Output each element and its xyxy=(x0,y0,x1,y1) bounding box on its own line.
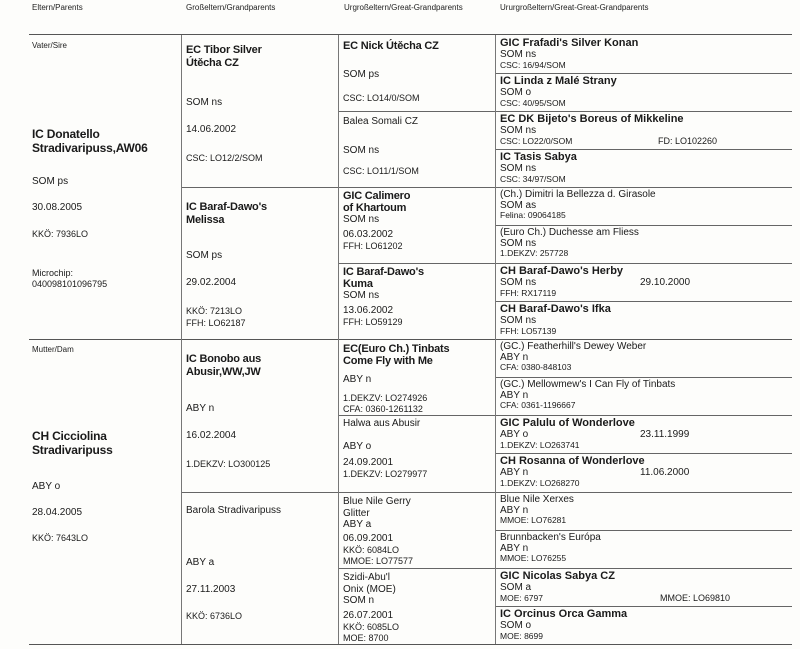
rule-gggp-7 xyxy=(496,301,792,302)
gggp-name: GIC Nicolas Sabya CZ xyxy=(500,570,615,582)
gggp-registration: MMOE: LO76281 xyxy=(500,515,567,526)
header-great-great-grandparents: Ururgroßeltern/Great-Great-Grandparents xyxy=(500,3,649,12)
sire-registration: KKÖ: 7936LO xyxy=(32,229,89,239)
dam-breed: ABY o xyxy=(32,481,61,492)
rule-grandparents-sire xyxy=(182,187,338,188)
ggp-4-dob: 13.06.2002 xyxy=(343,305,394,316)
grandparent-sd-breed: SOM ps xyxy=(186,250,223,261)
rule-gggp-13 xyxy=(496,530,792,531)
gggp-name: Blue Nile Xerxes xyxy=(500,494,574,505)
grandparent-ds-name-line1: IC Bonobo aus xyxy=(186,353,262,365)
rule-gggp-11 xyxy=(496,453,792,454)
gggp-name: (Ch.) Dimitri la Bellezza d. Girasole xyxy=(500,189,656,200)
ggp-6-dob: 24.09.2001 xyxy=(343,457,394,468)
rule-gggp-14 xyxy=(496,568,792,569)
grandparent-sd-name-line2: Melissa xyxy=(186,214,225,226)
grandparent-ds-registration: 1.DEKZV: LO300125 xyxy=(186,459,271,469)
grandparent-ss-dob: 14.06.2002 xyxy=(186,124,237,135)
ggp-6-registration: 1.DEKZV: LO279977 xyxy=(343,469,428,479)
ggp-1-name: EC Nick Útěcha CZ xyxy=(343,40,439,52)
header-great-grandparents: Urgroßeltern/Great-Grandparents xyxy=(344,3,463,12)
gggp-extra-info: 23.11.1999 xyxy=(640,429,690,440)
gggp-entry xyxy=(500,341,646,373)
gggp-registration: CFA: 0361-1196667 xyxy=(500,400,576,411)
gggp-name: IC Tasis Sabya xyxy=(500,151,577,163)
gggp-name: CH Baraf-Dawo's Ifka xyxy=(500,303,611,315)
gggp-registration: 1.DEKZV: LO268270 xyxy=(500,477,580,488)
rule-gggp-4 xyxy=(496,187,792,188)
grandparent-sd-registration-2: FFH: LO62187 xyxy=(186,318,246,328)
gggp-breed: SOM o xyxy=(500,87,532,99)
ggp-3-breed: SOM ns xyxy=(343,214,380,225)
rule-ggp-6 xyxy=(339,492,495,493)
header-grandparents: Großeltern/Grandparents xyxy=(186,3,276,12)
ggp-8-name-line2: Onix (MOE) xyxy=(343,584,396,595)
rule-bottom xyxy=(29,644,792,645)
sire-dob: 30.08.2005 xyxy=(32,202,83,213)
ggp-3-name-line1: GIC Calimero xyxy=(343,190,411,202)
gggp-name: GIC Frafadi's Silver Konan xyxy=(500,37,639,49)
rule-ggp-7 xyxy=(339,568,495,569)
sire-breed: SOM ps xyxy=(32,176,69,187)
gggp-extra-info: FD: LO102260 xyxy=(658,136,718,146)
gggp-entry xyxy=(500,532,601,564)
column-divider-1 xyxy=(181,35,182,644)
gggp-entry xyxy=(500,570,615,603)
rule-gggp-15 xyxy=(496,606,792,607)
gggp-breed: SOM ns xyxy=(500,315,537,327)
grandparent-ss-name-line2: Útěcha CZ xyxy=(186,57,239,69)
rule-gggp-9 xyxy=(496,377,792,378)
rule-ggp-2 xyxy=(339,187,495,188)
ggp-8-registration-2: MOE: 8700 xyxy=(343,633,389,643)
gggp-registration: FFH: RX17119 xyxy=(500,287,557,298)
ggp-7-name-line2: Glitter xyxy=(343,508,370,519)
gggp-breed: SOM ns xyxy=(500,238,537,250)
rule-gggp-2 xyxy=(496,111,792,112)
gggp-entry xyxy=(500,75,617,108)
sire-microchip-label: Microchip: xyxy=(32,268,74,278)
gggp-registration: FFH: LO57139 xyxy=(500,325,557,336)
gggp-registration: CSC: 40/95/SOM xyxy=(500,97,566,108)
dam-name-line2: Stradivaripuss xyxy=(32,443,113,457)
ggp-8-dob: 26.07.2001 xyxy=(343,610,394,621)
grandparent-sd-name-line1: IC Baraf-Dawo's xyxy=(186,201,267,213)
ggp-4-breed: SOM ns xyxy=(343,290,380,301)
header-parents: Eltern/Parents xyxy=(32,3,83,12)
gggp-breed: ABY n xyxy=(500,352,529,364)
ggp-4-name-line2: Kuma xyxy=(343,278,373,290)
ggp-6-breed: ABY o xyxy=(343,441,372,452)
gggp-entry xyxy=(500,151,577,184)
rule-ggp-1 xyxy=(339,111,495,112)
grandparent-ds-breed: ABY n xyxy=(186,403,215,414)
rule-top xyxy=(29,34,792,35)
gggp-registration: CFA: 0380-848103 xyxy=(500,362,572,373)
gggp-breed: SOM ns xyxy=(500,125,537,137)
ggp-3-dob: 06.03.2002 xyxy=(343,229,394,240)
gggp-breed: SOM ns xyxy=(500,277,537,289)
gggp-registration: MOE: 6797 xyxy=(500,592,543,603)
gggp-entry xyxy=(500,303,611,336)
ggp-5-breed: ABY n xyxy=(343,374,372,385)
grandparent-ds-dob: 16.02.2004 xyxy=(186,430,237,441)
gggp-name: GIC Palulu of Wonderlove xyxy=(500,417,635,429)
gggp-entry xyxy=(500,379,675,411)
grandparent-ss-name-line1: EC Tibor Silver xyxy=(186,44,262,56)
ggp-2-breed: SOM ns xyxy=(343,145,380,156)
gggp-registration: 1.DEKZV: 257728 xyxy=(500,248,569,259)
ggp-7-dob: 06.09.2001 xyxy=(343,533,394,544)
ggp-7-registration-1: KKÖ: 6084LO xyxy=(343,545,400,555)
grandparent-dd-registration: KKÖ: 6736LO xyxy=(186,611,243,621)
ggp-1-breed: SOM ps xyxy=(343,69,380,80)
sire-microchip: 040098101096795 xyxy=(32,279,108,289)
rule-gggp-5 xyxy=(496,225,792,226)
gggp-registration: CSC: 16/94/SOM xyxy=(500,59,566,70)
rule-middle xyxy=(29,339,792,340)
gggp-name: (GC.) Mellowmew's I Can Fly of Tinbats xyxy=(500,379,676,390)
gggp-entry xyxy=(500,265,623,298)
gggp-entry xyxy=(500,37,638,70)
gggp-entry xyxy=(500,227,639,259)
rule-ggp-5 xyxy=(339,415,495,416)
dam-registration: KKÖ: 7643LO xyxy=(32,533,89,543)
dam-label: Mutter/Dam xyxy=(32,345,74,354)
gggp-entry xyxy=(500,113,684,146)
ggp-2-name: Balea Somali CZ xyxy=(343,116,419,127)
ggp-3-name-line2: of Khartoum xyxy=(343,202,407,214)
grandparent-sd-dob: 29.02.2004 xyxy=(186,277,237,288)
rule-gggp-6 xyxy=(496,263,792,264)
gggp-entry xyxy=(500,189,656,221)
gggp-name: CH Rosanna of Wonderlove xyxy=(500,455,645,467)
sire-name-line2: Stradivaripuss,AW06 xyxy=(32,141,148,155)
ggp-5-name-line2: Come Fly with Me xyxy=(343,355,433,367)
grandparent-dd-dob: 27.11.2003 xyxy=(186,584,236,595)
gggp-extra-info: MMOE: LO69810 xyxy=(660,593,731,603)
gggp-breed: SOM a xyxy=(500,582,532,594)
gggp-registration: CSC: 34/97/SOM xyxy=(500,173,566,184)
gggp-registration: Felina: 09064185 xyxy=(500,210,566,221)
dam-dob: 28.04.2005 xyxy=(32,507,83,518)
rule-ggp-3 xyxy=(339,263,495,264)
gggp-breed: ABY n xyxy=(500,543,529,555)
column-divider-2 xyxy=(338,35,339,644)
gggp-breed: SOM ns xyxy=(500,163,537,175)
rule-gggp-3 xyxy=(496,149,792,150)
ggp-2-registration: CSC: LO11/1/SOM xyxy=(343,166,419,176)
rule-gggp-12 xyxy=(496,492,792,493)
ggp-4-registration: FFH: LO59129 xyxy=(343,317,403,327)
ggp-5-registration-1: 1.DEKZV: LO274926 xyxy=(343,393,428,403)
gggp-name: IC Linda z Malé Strany xyxy=(500,75,617,87)
gggp-registration: CSC: LO22/0/SOM xyxy=(500,135,573,146)
column-divider-3 xyxy=(495,35,496,644)
ggp-8-breed: SOM n xyxy=(343,595,375,606)
gggp-entry xyxy=(500,608,627,641)
ggp-7-breed: ABY a xyxy=(343,519,372,530)
rule-gggp-1 xyxy=(496,73,792,74)
gggp-breed: ABY n xyxy=(500,390,529,402)
gggp-breed: ABY n xyxy=(500,467,529,479)
grandparent-ds-name-line2: Abusir,WW,JW xyxy=(186,366,261,378)
gggp-registration: 1.DEKZV: LO263741 xyxy=(500,439,580,450)
ggp-7-name-line1: Blue Nile Gerry xyxy=(343,496,411,507)
gggp-breed: SOM ns xyxy=(500,49,537,61)
gggp-extra-info: 11.06.2000 xyxy=(640,467,690,478)
gggp-breed: ABY n xyxy=(500,505,529,517)
gggp-name: (Euro Ch.) Duchesse am Fliess xyxy=(500,227,639,238)
gggp-breed: ABY o xyxy=(500,429,529,441)
gggp-registration: MOE: 8699 xyxy=(500,630,543,641)
grandparent-sd-registration-1: KKÖ: 7213LO xyxy=(186,306,243,316)
sire-label: Vater/Sire xyxy=(32,41,67,50)
gggp-breed: SOM as xyxy=(500,200,537,212)
gggp-name: IC Orcinus Orca Gamma xyxy=(500,608,628,620)
sire-name-line1: IC Donatello xyxy=(32,127,100,141)
gggp-name: EC DK Bijeto's Boreus of Mikkeline xyxy=(500,113,684,125)
ggp-6-name: Halwa aus Abusir xyxy=(343,418,421,429)
grandparent-ss-breed: SOM ns xyxy=(186,97,223,108)
gggp-name: (GC.) Featherhill's Dewey Weber xyxy=(500,341,647,352)
ggp-8-registration-1: KKÖ: 6085LO xyxy=(343,622,400,632)
ggp-1-registration: CSC: LO14/0/SOM xyxy=(343,93,420,103)
gggp-registration: MMOE: LO76255 xyxy=(500,553,567,564)
gggp-name: Brunnbacken's Európa xyxy=(500,532,601,543)
grandparent-dd-name: Barola Stradivaripuss xyxy=(186,505,282,516)
rule-grandparents-dam xyxy=(182,492,338,493)
ggp-3-registration: FFH: LO61202 xyxy=(343,241,403,251)
gggp-name: CH Baraf-Dawo's Herby xyxy=(500,265,624,277)
gggp-breed: SOM o xyxy=(500,620,532,632)
ggp-5-registration-2: CFA: 0360-1261132 xyxy=(343,404,423,414)
dam-name-line1: CH Cicciolina xyxy=(32,429,107,443)
gggp-extra-info: 29.10.2000 xyxy=(640,277,691,288)
gggp-entry xyxy=(500,494,574,526)
ggp-8-name-line1: Szidi-Abu'l xyxy=(343,572,390,583)
rule-gggp-10 xyxy=(496,415,792,416)
grandparent-ss-registration: CSC: LO12/2/SOM xyxy=(186,153,263,163)
gggp-entry xyxy=(500,417,635,450)
ggp-5-name-line1: EC(Euro Ch.) Tinbats xyxy=(343,343,450,355)
gggp-entry xyxy=(500,455,645,488)
ggp-4-name-line1: IC Baraf-Dawo's xyxy=(343,266,424,278)
ggp-7-registration-2: MMOE: LO77577 xyxy=(343,556,414,566)
grandparent-dd-breed: ABY a xyxy=(186,557,215,568)
